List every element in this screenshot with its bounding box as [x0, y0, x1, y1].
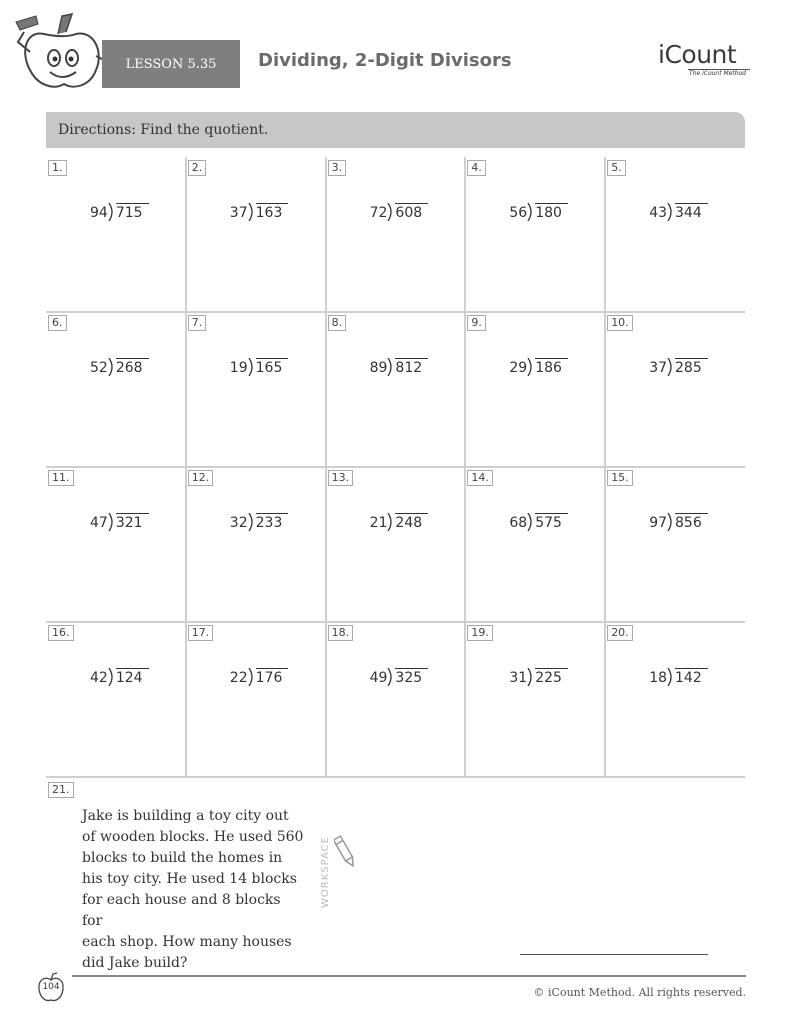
problem-cell[interactable] [186, 312, 326, 467]
dividend: 142 [675, 668, 708, 686]
problem-number: 13. [328, 470, 354, 486]
divisor: 32 [229, 515, 248, 531]
divisor: 68 [509, 515, 528, 531]
page-number: 104 [42, 982, 60, 992]
dividend: 180 [535, 203, 568, 221]
problem-number: 4. [467, 160, 486, 176]
dividend: 812 [395, 358, 428, 376]
divisor: 43 [649, 205, 668, 221]
problem-cell[interactable] [465, 622, 605, 777]
dividend: 856 [675, 513, 708, 531]
divisor: 37 [229, 205, 248, 221]
dividend: 575 [535, 513, 568, 531]
division-problem [370, 358, 429, 376]
division-problem [90, 668, 149, 686]
word-problem-line: for each house and 8 blocks for [82, 892, 281, 929]
division-bracket-icon [667, 203, 674, 221]
division-bracket-icon [108, 203, 115, 221]
division-problem [90, 513, 149, 531]
division-bracket-icon [527, 203, 534, 221]
dividend: 325 [395, 668, 428, 686]
division-problem [649, 203, 708, 221]
division-problem [509, 513, 568, 531]
division-bracket-icon [108, 358, 115, 376]
answer-line[interactable] [520, 954, 708, 955]
dividend: 163 [256, 203, 289, 221]
divisor: 42 [90, 670, 108, 686]
icount-logo [658, 40, 750, 80]
problem-cell[interactable] [46, 157, 186, 312]
divisor: 97 [649, 515, 668, 531]
division-bracket-icon [248, 358, 255, 376]
grid-divider [46, 776, 745, 778]
dividend: 176 [256, 668, 289, 686]
lesson-label: LESSON 5.35 [102, 40, 240, 88]
dividend: 715 [116, 203, 149, 221]
dividend: 124 [116, 668, 149, 686]
division-problem [90, 358, 149, 376]
dividend: 248 [395, 513, 428, 531]
divisor: 19 [229, 360, 248, 376]
division-problem [370, 513, 429, 531]
problem-number: 5. [607, 160, 626, 176]
dividend: 268 [116, 358, 149, 376]
division-bracket-icon [387, 358, 394, 376]
problem-number: 18. [328, 625, 354, 641]
division-problem [370, 203, 429, 221]
division-bracket-icon [667, 513, 674, 531]
page-title: Dividing, 2-Digit Divisors [258, 50, 512, 71]
divisor: 29 [509, 360, 528, 376]
problem-number: 17. [188, 625, 214, 641]
word-problem-line: of wooden blocks. He used 560 [82, 829, 304, 845]
problem-cell[interactable] [186, 157, 326, 312]
division-problem [649, 668, 708, 686]
grid-divider [46, 466, 745, 468]
pencil-icon [334, 834, 356, 870]
division-bracket-icon [527, 668, 534, 686]
division-problem [230, 358, 289, 376]
division-problem [649, 358, 708, 376]
problem-number: 7. [188, 315, 207, 331]
divisor: 72 [369, 205, 388, 221]
dividend: 321 [116, 513, 149, 531]
dividend: 186 [535, 358, 568, 376]
division-bracket-icon [108, 513, 115, 531]
problem-cell[interactable] [186, 622, 326, 777]
problem-cell[interactable] [326, 622, 466, 777]
division-problem [509, 203, 568, 221]
division-bracket-icon [667, 668, 674, 686]
problem-number: 2. [188, 160, 207, 176]
divisor: 89 [369, 360, 388, 376]
divisor: 37 [649, 360, 668, 376]
word-problem-line: his toy city. He used 14 blocks [82, 871, 297, 887]
dividend: 165 [256, 358, 289, 376]
problem-number: 6. [48, 315, 67, 331]
grid-divider [46, 621, 745, 623]
word-problem-line: Jake is building a toy city out [82, 808, 289, 824]
word-problem-text [82, 806, 304, 974]
divisor: 94 [90, 205, 108, 221]
problem-cell[interactable] [326, 157, 466, 312]
word-problem-line: did Jake build? [82, 955, 188, 971]
problem-number: 15. [607, 470, 633, 486]
divisor: 18 [649, 670, 668, 686]
problem-cell[interactable] [326, 467, 466, 622]
problem-cell[interactable] [46, 467, 186, 622]
division-bracket-icon [527, 358, 534, 376]
division-bracket-icon [667, 358, 674, 376]
divisor: 56 [509, 205, 528, 221]
divisor: 22 [229, 670, 248, 686]
problem-cell[interactable] [465, 157, 605, 312]
problem-number: 3. [328, 160, 347, 176]
problem-number: 20. [607, 625, 633, 641]
division-bracket-icon [387, 668, 394, 686]
problem-number: 10. [607, 315, 633, 331]
division-bracket-icon [248, 668, 255, 686]
directions-bar [46, 112, 745, 148]
problem-number: 9. [467, 315, 486, 331]
divisor: 21 [369, 515, 388, 531]
copyright-text: © iCount Method. All rights reserved. [533, 986, 746, 999]
division-bracket-icon [248, 203, 255, 221]
division-problem [90, 203, 149, 221]
divisor: 52 [90, 360, 108, 376]
problem-number: 14. [467, 470, 493, 486]
grid-divider [46, 311, 745, 313]
apple-mascot-icon [14, 12, 112, 94]
problem-cell[interactable] [605, 157, 745, 312]
dividend: 608 [395, 203, 428, 221]
problem-cell[interactable] [465, 312, 605, 467]
division-problem [509, 668, 568, 686]
division-bracket-icon [387, 513, 394, 531]
problem-cell[interactable] [465, 467, 605, 622]
division-problem [370, 668, 429, 686]
division-problem [649, 513, 708, 531]
problem-cell[interactable] [605, 467, 745, 622]
problem-cell[interactable] [605, 622, 745, 777]
division-bracket-icon [527, 513, 534, 531]
division-bracket-icon [248, 513, 255, 531]
division-bracket-icon [108, 668, 115, 686]
problem-number: 21. [48, 782, 74, 798]
problem-number: 19. [467, 625, 493, 641]
dividend: 225 [535, 668, 568, 686]
word-problem-line: blocks to build the homes in [82, 850, 283, 866]
logo-wordmark: iCount [658, 40, 737, 69]
division-problem [230, 513, 289, 531]
divisor: 47 [90, 515, 108, 531]
footer-divider [72, 975, 746, 977]
divisor: 49 [369, 670, 388, 686]
division-problem [230, 668, 289, 686]
division-problem [230, 203, 289, 221]
problem-cell[interactable] [186, 467, 326, 622]
problem-number: 8. [328, 315, 347, 331]
division-bracket-icon [387, 203, 394, 221]
problem-cell[interactable] [605, 312, 745, 467]
problem-cell[interactable] [46, 312, 186, 467]
directions-text: Directions: Find the quotient. [58, 122, 269, 138]
dividend: 344 [675, 203, 708, 221]
problem-cell[interactable] [326, 312, 466, 467]
division-problem [509, 358, 568, 376]
divisor: 31 [509, 670, 528, 686]
problem-number: 16. [48, 625, 74, 641]
workspace-label: WORKSPACE [320, 836, 331, 908]
word-problem-line: each shop. How many houses [82, 934, 292, 950]
problem-number: 11. [48, 470, 74, 486]
dividend: 285 [675, 358, 708, 376]
dividend: 233 [256, 513, 289, 531]
problem-number: 1. [48, 160, 67, 176]
logo-tagline: The iCount Method [689, 70, 746, 77]
problem-grid [46, 157, 745, 777]
problem-cell[interactable] [46, 622, 186, 777]
problem-number: 12. [188, 470, 214, 486]
